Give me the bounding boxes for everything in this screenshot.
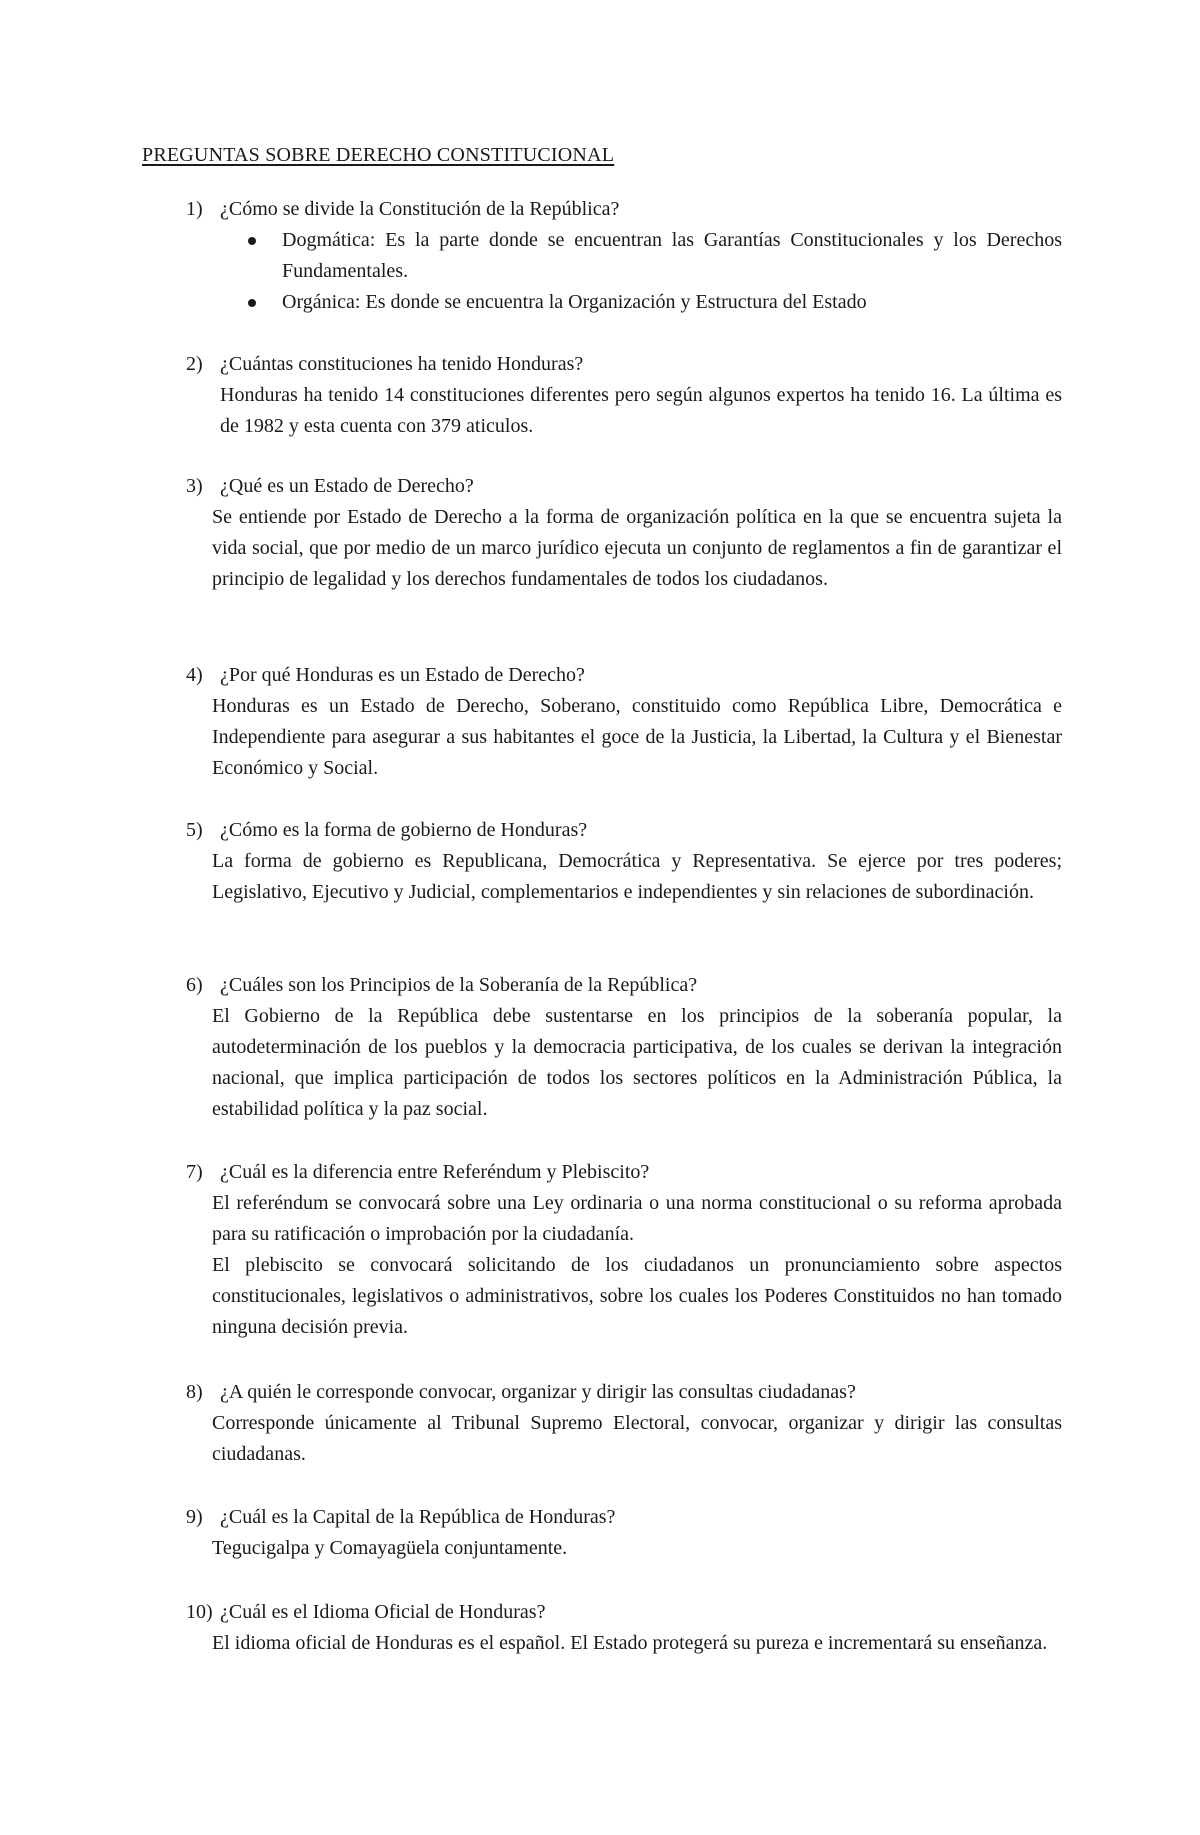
question-text: ¿Cuál es la Capital de la República de Honduras? [220, 1506, 616, 1528]
answer-text [212, 1188, 1062, 1343]
question-number: 2) [186, 353, 203, 375]
answer-text [220, 380, 1062, 442]
answer-text [212, 1001, 1062, 1125]
answer-paragraph: El Gobierno de la República debe sustentarse en los principios de la soberanía popular, la autodeterminación de los pueblos y la democracia participativa, de los cuales se derivan la integración nacional, que implica participación de todos los sectores políticos en la Administración Pública, la estabilidad política y la paz social. [212, 1005, 1062, 1120]
question-text: ¿Cuál es la diferencia entre Referéndum y Plebiscito? [220, 1161, 650, 1183]
question-text: ¿Cuál es el Idioma Oficial de Honduras? [220, 1601, 546, 1623]
answer-bullet-list [248, 225, 1062, 318]
question-number: 10) [186, 1601, 213, 1623]
question-number: 6) [186, 974, 203, 996]
bullet-item-dogmatica [248, 225, 1062, 287]
answer-text [212, 691, 1062, 784]
answer-paragraph: Corresponde únicamente al Tribunal Supremo Electoral, convocar, organizar y dirigir las consultas ciudadanas. [212, 1412, 1062, 1465]
bullet-icon [248, 237, 256, 245]
question-number: 5) [186, 819, 203, 841]
answer-text [212, 502, 1062, 595]
question-text: ¿Cómo se divide la Constitución de la República? [220, 198, 620, 220]
answer-paragraph: El referéndum se convocará sobre una Ley ordinaria o una norma constitucional o su reforma aprobada para su ratificación o improbación por la ciudadanía. [212, 1192, 1062, 1245]
question-number: 3) [186, 475, 203, 497]
answer-paragraph: Tegucigalpa y Comayagüela conjuntamente. [212, 1537, 568, 1559]
question-text: ¿Cómo es la forma de gobierno de Honduras? [220, 819, 588, 841]
question-text: ¿Qué es un Estado de Derecho? [220, 475, 474, 497]
answer-paragraph: La forma de gobierno es Republicana, Democrática y Representativa. Se ejerce por tres poderes; Legislativo, Ejecutivo y Judicial, complementarios e independientes y sin relaciones de subordinación. [212, 850, 1062, 903]
question-number: 9) [186, 1506, 203, 1528]
answer-paragraph: El plebiscito se convocará solicitando de los ciudadanos un pronunciamiento sobre aspectos constitucionales, legislativos o administrativos, sobre los cuales los Poderes Constituidos no han tomado ninguna decisión previa. [212, 1254, 1062, 1338]
question-number: 7) [186, 1161, 203, 1183]
answer-text [212, 1533, 1062, 1564]
question-number: 8) [186, 1381, 203, 1403]
answer-text [212, 1628, 1062, 1659]
bullet-text: Orgánica: Es donde se encuentra la Organización y Estructura del Estado [282, 291, 867, 313]
answer-paragraph: Honduras ha tenido 14 constituciones diferentes pero según algunos expertos ha tenido 16. La última es de 1982 y esta cuenta con 379 aticulos. [220, 384, 1062, 437]
answer-text [212, 1408, 1062, 1470]
document-title: PREGUNTAS SOBRE DERECHO CONSTITUCIONAL [142, 144, 615, 166]
question-text: ¿Por qué Honduras es un Estado de Derecho? [220, 664, 585, 686]
answer-paragraph: Se entiende por Estado de Derecho a la forma de organización política en la que se encuentra sujeta la vida social, que por medio de un marco jurídico ejecuta un conjunto de reglamentos a fin de garantizar el principio de legalidad y los derechos fundamentales de todos los ciudadanos. [212, 506, 1062, 590]
answer-text [212, 846, 1062, 908]
question-text: ¿A quién le corresponde convocar, organizar y dirigir las consultas ciudadanas? [220, 1381, 856, 1403]
question-text: ¿Cuántas constituciones ha tenido Honduras? [220, 353, 584, 375]
answer-paragraph: Honduras es un Estado de Derecho, Soberano, constituido como República Libre, Democrática e Independiente para asegurar a sus habitantes el goce de la Justicia, la Libertad, la Cultura y el Bienestar Económico y Social. [212, 695, 1062, 779]
question-number: 4) [186, 664, 203, 686]
answer-paragraph: El idioma oficial de Honduras es el español. El Estado protegerá su pureza e incrementará su enseñanza. [212, 1632, 1048, 1654]
bullet-item-organica [248, 287, 1062, 318]
bullet-icon [248, 299, 256, 307]
bullet-text: Dogmática: Es la parte donde se encuentran las Garantías Constitucionales y los Derechos Fundamentales. [282, 229, 1062, 282]
question-text: ¿Cuáles son los Principios de la Soberanía de la República? [220, 974, 698, 996]
question-number: 1) [186, 198, 203, 220]
